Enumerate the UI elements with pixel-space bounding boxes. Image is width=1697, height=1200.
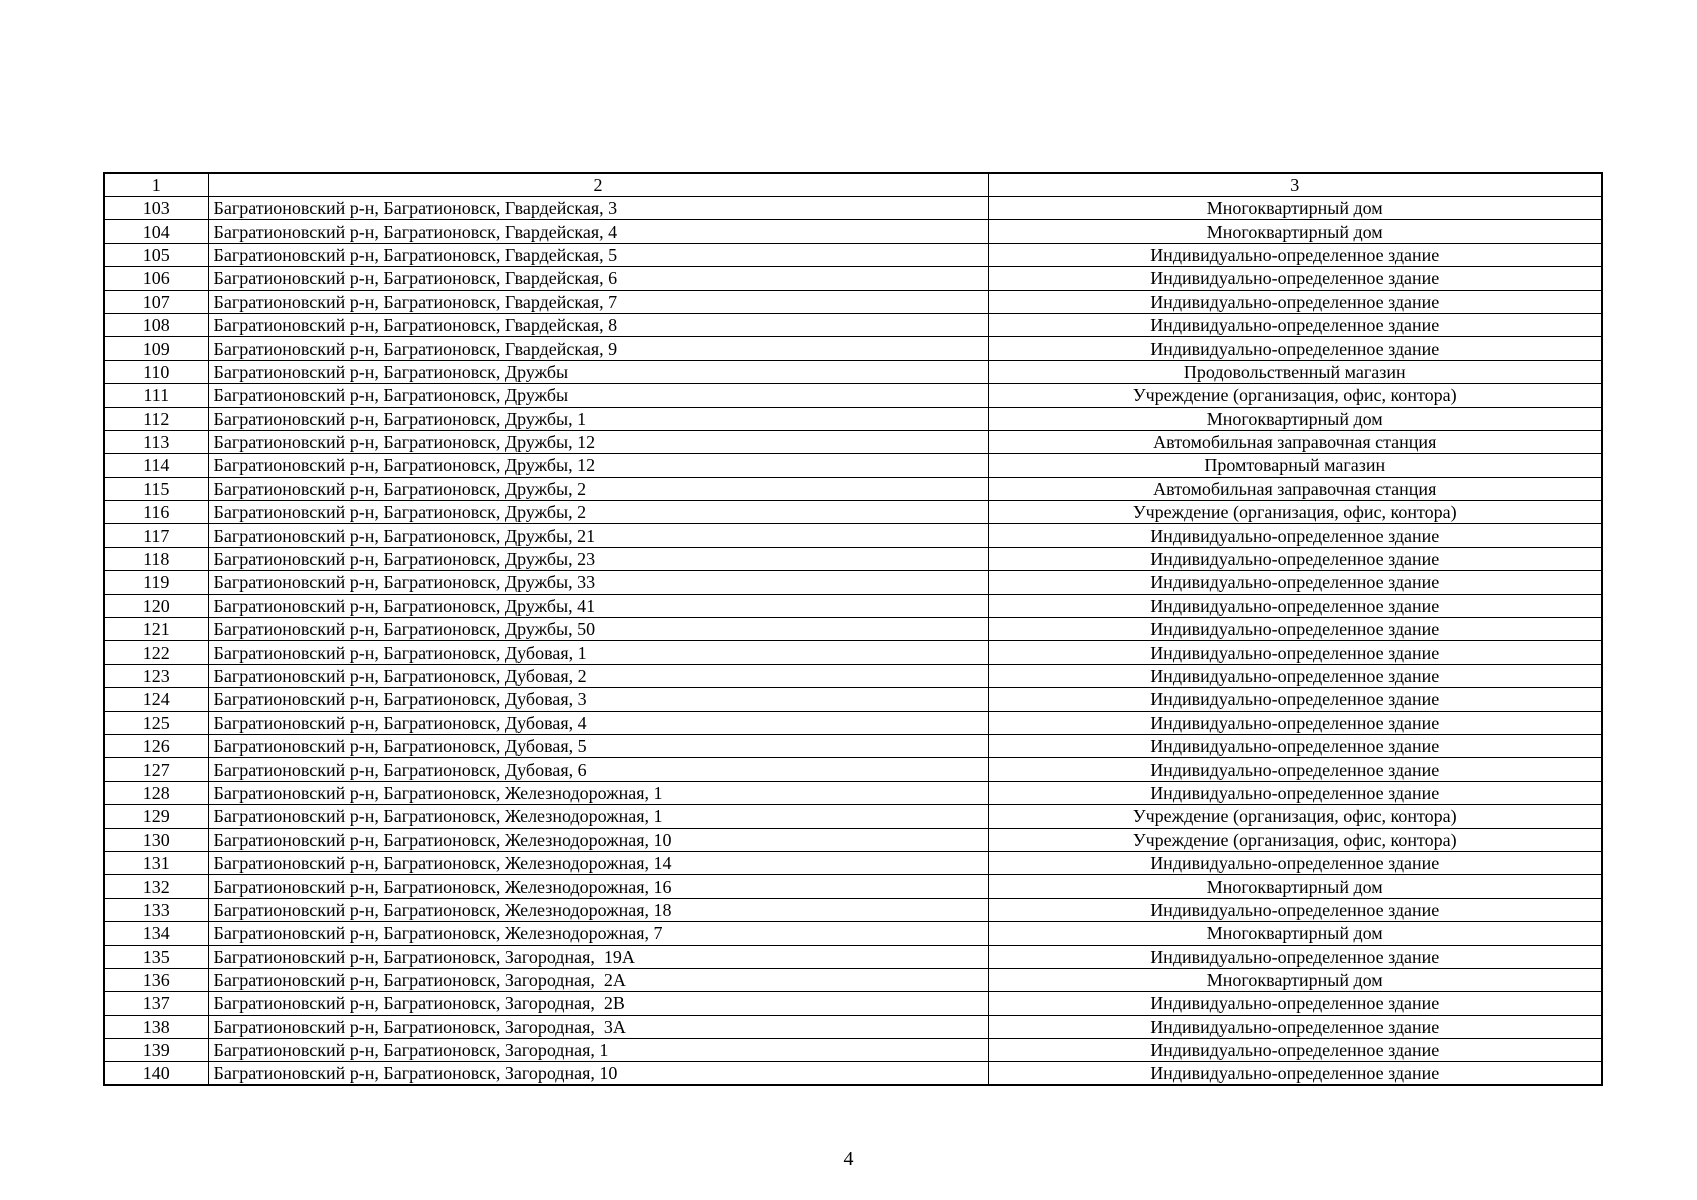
row-number: 104 [104, 220, 208, 243]
table-row [104, 267, 1602, 290]
building-type-cell: Индивидуально-определенное здание [988, 547, 1602, 570]
table-row [104, 688, 1602, 711]
building-type-cell: Индивидуально-определенное здание [988, 688, 1602, 711]
building-type-cell: Индивидуально-определенное здание [988, 1039, 1602, 1062]
address-cell: Багратионовский р-н, Багратионовск, Дружбы, 12 [208, 454, 988, 477]
row-number: 106 [104, 267, 208, 290]
row-number: 115 [104, 477, 208, 500]
address-cell: Багратионовский р-н, Багратионовск, Дружбы, 1 [208, 407, 988, 430]
building-type-cell: Автомобильная заправочная станция [988, 430, 1602, 453]
row-number: 113 [104, 430, 208, 453]
address-cell: Багратионовский р-н, Багратионовск, Железнодорожная, 1 [208, 781, 988, 804]
building-type-cell: Индивидуально-определенное здание [988, 1015, 1602, 1038]
table-row [104, 618, 1602, 641]
building-type-cell: Индивидуально-определенное здание [988, 524, 1602, 547]
address-cell: Багратионовский р-н, Багратионовск, Дубовая, 2 [208, 664, 988, 687]
table-row [104, 992, 1602, 1015]
address-cell: Багратионовский р-н, Багратионовск, Загородная, 19А [208, 945, 988, 968]
building-type-cell: Учреждение (организация, офис, контора) [988, 384, 1602, 407]
table-row [104, 641, 1602, 664]
table-row [104, 337, 1602, 360]
row-number: 116 [104, 501, 208, 524]
row-number: 132 [104, 875, 208, 898]
table-row [104, 313, 1602, 336]
table-row [104, 734, 1602, 757]
building-type-cell: Индивидуально-определенное здание [988, 711, 1602, 734]
row-number: 122 [104, 641, 208, 664]
table-row [104, 407, 1602, 430]
building-type-cell: Многоквартирный дом [988, 407, 1602, 430]
table-row [104, 454, 1602, 477]
building-type-cell: Продовольственный магазин [988, 360, 1602, 383]
table-row [104, 547, 1602, 570]
building-type-cell: Многоквартирный дом [988, 922, 1602, 945]
row-number: 134 [104, 922, 208, 945]
table-row [104, 875, 1602, 898]
row-number: 135 [104, 945, 208, 968]
address-cell: Багратионовский р-н, Багратионовск, Гвардейская, 6 [208, 267, 988, 290]
table-row [104, 922, 1602, 945]
table-row [104, 384, 1602, 407]
building-type-cell: Индивидуально-определенное здание [988, 337, 1602, 360]
address-cell: Багратионовский р-н, Багратионовск, Железнодорожная, 16 [208, 875, 988, 898]
table-row [104, 430, 1602, 453]
table-row [104, 1062, 1602, 1086]
row-number: 112 [104, 407, 208, 430]
column-header-3: 3 [988, 173, 1602, 197]
address-cell: Багратионовский р-н, Багратионовск, Железнодорожная, 1 [208, 805, 988, 828]
address-cell: Багратионовский р-н, Багратионовск, Дубовая, 6 [208, 758, 988, 781]
table-row [104, 664, 1602, 687]
row-number: 124 [104, 688, 208, 711]
row-number: 123 [104, 664, 208, 687]
row-number: 119 [104, 571, 208, 594]
table-row [104, 1039, 1602, 1062]
table-row [104, 781, 1602, 804]
table-row [104, 1015, 1602, 1038]
address-cell: Багратионовский р-н, Багратионовск, Дубовая, 1 [208, 641, 988, 664]
row-number: 127 [104, 758, 208, 781]
building-type-cell: Индивидуально-определенное здание [988, 290, 1602, 313]
building-type-cell: Индивидуально-определенное здание [988, 758, 1602, 781]
table-row [104, 290, 1602, 313]
address-cell: Багратионовский р-н, Багратионовск, Дубовая, 4 [208, 711, 988, 734]
address-cell: Багратионовский р-н, Багратионовск, Дружбы [208, 384, 988, 407]
table-row [104, 828, 1602, 851]
row-number: 136 [104, 968, 208, 991]
building-type-cell: Индивидуально-определенное здание [988, 734, 1602, 757]
address-cell: Багратионовский р-н, Багратионовск, Дружбы [208, 360, 988, 383]
address-cell: Багратионовский р-н, Багратионовск, Железнодорожная, 14 [208, 851, 988, 874]
row-number: 125 [104, 711, 208, 734]
building-type-cell: Индивидуально-определенное здание [988, 1062, 1602, 1086]
table-row [104, 524, 1602, 547]
row-number: 108 [104, 313, 208, 336]
table-row [104, 945, 1602, 968]
address-cell: Багратионовский р-н, Багратионовск, Дубовая, 5 [208, 734, 988, 757]
building-type-cell: Промтоварный магазин [988, 454, 1602, 477]
building-type-cell: Учреждение (организация, офис, контора) [988, 828, 1602, 851]
row-number: 130 [104, 828, 208, 851]
page-number: 4 [843, 1148, 854, 1170]
table-row [104, 898, 1602, 921]
table-body [104, 173, 1602, 1085]
row-number: 137 [104, 992, 208, 1015]
building-type-cell: Индивидуально-определенное здание [988, 313, 1602, 336]
building-type-cell: Учреждение (организация, офис, контора) [988, 501, 1602, 524]
address-cell: Багратионовский р-н, Багратионовск, Дружбы, 41 [208, 594, 988, 617]
row-number: 120 [104, 594, 208, 617]
row-number: 107 [104, 290, 208, 313]
building-type-cell: Многоквартирный дом [988, 197, 1602, 220]
row-number: 121 [104, 618, 208, 641]
row-number: 140 [104, 1062, 208, 1086]
address-cell: Багратионовский р-н, Багратионовск, Гвардейская, 9 [208, 337, 988, 360]
buildings-table [103, 172, 1603, 1086]
building-type-cell: Многоквартирный дом [988, 968, 1602, 991]
address-cell: Багратионовский р-н, Багратионовск, Дружбы, 2 [208, 477, 988, 500]
address-cell: Багратионовский р-н, Багратионовск, Дружбы, 12 [208, 430, 988, 453]
row-number: 114 [104, 454, 208, 477]
table-row [104, 243, 1602, 266]
row-number: 118 [104, 547, 208, 570]
building-type-cell: Учреждение (организация, офис, контора) [988, 805, 1602, 828]
table-row [104, 711, 1602, 734]
table-row [104, 851, 1602, 874]
row-number: 109 [104, 337, 208, 360]
table-row [104, 594, 1602, 617]
table-row [104, 758, 1602, 781]
address-cell: Багратионовский р-н, Багратионовск, Дружбы, 50 [208, 618, 988, 641]
table-row [104, 805, 1602, 828]
building-type-cell: Индивидуально-определенное здание [988, 594, 1602, 617]
address-cell: Багратионовский р-н, Багратионовск, Загородная, 1 [208, 1039, 988, 1062]
table-row [104, 220, 1602, 243]
row-number: 126 [104, 734, 208, 757]
building-type-cell: Индивидуально-определенное здание [988, 781, 1602, 804]
address-cell: Багратионовский р-н, Багратионовск, Гвардейская, 7 [208, 290, 988, 313]
row-number: 110 [104, 360, 208, 383]
row-number: 128 [104, 781, 208, 804]
row-number: 105 [104, 243, 208, 266]
building-type-cell: Многоквартирный дом [988, 875, 1602, 898]
row-number: 129 [104, 805, 208, 828]
table-row [104, 571, 1602, 594]
address-cell: Багратионовский р-н, Багратионовск, Железнодорожная, 10 [208, 828, 988, 851]
address-cell: Багратионовский р-н, Багратионовск, Дубовая, 3 [208, 688, 988, 711]
building-type-cell: Индивидуально-определенное здание [988, 992, 1602, 1015]
address-cell: Багратионовский р-н, Багратионовск, Дружбы, 23 [208, 547, 988, 570]
row-number: 117 [104, 524, 208, 547]
address-cell: Багратионовский р-н, Багратионовск, Гвардейская, 8 [208, 313, 988, 336]
building-type-cell: Индивидуально-определенное здание [988, 851, 1602, 874]
address-cell: Багратионовский р-н, Багратионовск, Дружбы, 33 [208, 571, 988, 594]
column-header-1: 1 [104, 173, 208, 197]
address-cell: Багратионовский р-н, Багратионовск, Загородная, 2В [208, 992, 988, 1015]
building-type-cell: Индивидуально-определенное здание [988, 641, 1602, 664]
address-cell: Багратионовский р-н, Багратионовск, Загородная, 10 [208, 1062, 988, 1086]
row-number: 131 [104, 851, 208, 874]
address-cell: Багратионовский р-н, Багратионовск, Дружбы, 2 [208, 501, 988, 524]
address-cell: Багратионовский р-н, Багратионовск, Гвардейская, 4 [208, 220, 988, 243]
row-number: 133 [104, 898, 208, 921]
column-header-2: 2 [208, 173, 988, 197]
building-type-cell: Индивидуально-определенное здание [988, 664, 1602, 687]
row-number: 138 [104, 1015, 208, 1038]
table-row [104, 968, 1602, 991]
address-cell: Багратионовский р-н, Багратионовск, Гвардейская, 3 [208, 197, 988, 220]
address-cell: Багратионовский р-н, Багратионовск, Загородная, 2А [208, 968, 988, 991]
building-type-cell: Индивидуально-определенное здание [988, 618, 1602, 641]
address-cell: Багратионовский р-н, Багратионовск, Дружбы, 21 [208, 524, 988, 547]
table-header-row [104, 173, 1602, 197]
address-cell: Багратионовский р-н, Багратионовск, Железнодорожная, 7 [208, 922, 988, 945]
building-type-cell: Многоквартирный дом [988, 220, 1602, 243]
row-number: 139 [104, 1039, 208, 1062]
address-cell: Багратионовский р-н, Багратионовск, Загородная, 3А [208, 1015, 988, 1038]
building-type-cell: Индивидуально-определенное здание [988, 898, 1602, 921]
table-row [104, 477, 1602, 500]
table-row [104, 197, 1602, 220]
address-cell: Багратионовский р-н, Багратионовск, Железнодорожная, 18 [208, 898, 988, 921]
row-number: 103 [104, 197, 208, 220]
building-type-cell: Индивидуально-определенное здание [988, 267, 1602, 290]
address-cell: Багратионовский р-н, Багратионовск, Гвардейская, 5 [208, 243, 988, 266]
table-row [104, 360, 1602, 383]
building-type-cell: Индивидуально-определенное здание [988, 571, 1602, 594]
building-type-cell: Индивидуально-определенное здание [988, 243, 1602, 266]
building-type-cell: Автомобильная заправочная станция [988, 477, 1602, 500]
building-type-cell: Индивидуально-определенное здание [988, 945, 1602, 968]
table-row [104, 501, 1602, 524]
row-number: 111 [104, 384, 208, 407]
